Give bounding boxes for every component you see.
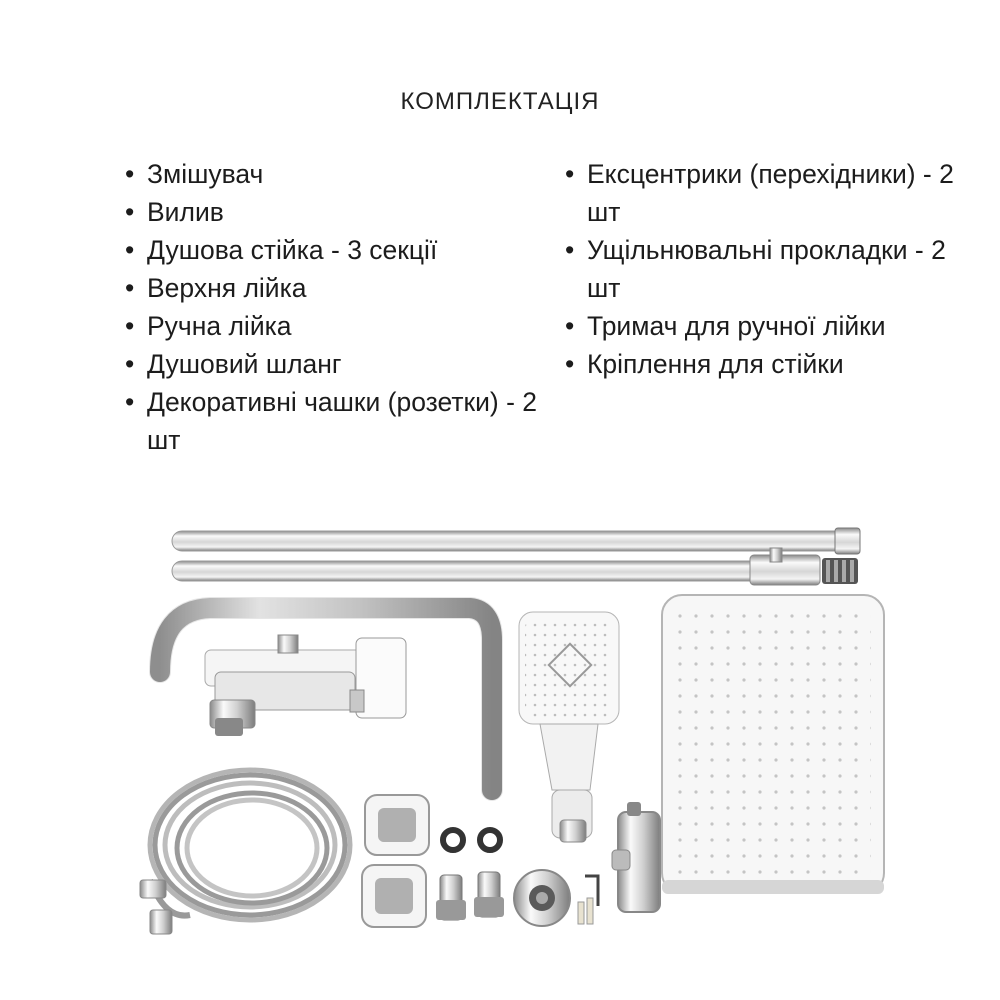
decorative-cup xyxy=(362,865,426,927)
rain-shower-head xyxy=(662,595,884,894)
decorative-cup xyxy=(365,795,429,855)
hand-shower-holder xyxy=(612,802,660,912)
list-item: • Ущільнювальні прокладки - 2 шт xyxy=(565,231,985,307)
list-item: • Ручна лійка xyxy=(125,307,545,345)
gasket xyxy=(443,830,463,850)
components-list-right xyxy=(565,155,985,383)
mounting-screws xyxy=(578,876,598,924)
list-item: • Вилив xyxy=(125,193,545,231)
list-item: • Душовий шланг xyxy=(125,345,545,383)
list-item: • Декоративні чашки (розетки) - 2 шт xyxy=(125,383,545,459)
list-item: • Верхня лійка xyxy=(125,269,545,307)
shower-rod-top xyxy=(172,528,860,554)
product-photo xyxy=(0,500,1000,1000)
eccentric xyxy=(436,875,466,920)
shower-hose xyxy=(150,770,350,920)
list-item: • Тримач для ручної лійки xyxy=(565,307,985,345)
list-item: • Змішувач xyxy=(125,155,545,193)
hose-connector xyxy=(140,880,166,898)
list-item: • Кріплення для стійки xyxy=(565,345,985,383)
list-item: • Ексцентрики (перехідники) - 2 шт xyxy=(565,155,985,231)
eccentric xyxy=(474,872,504,917)
components-list-left xyxy=(125,155,545,459)
mixer xyxy=(205,635,406,736)
gasket xyxy=(480,830,500,850)
hand-shower xyxy=(519,612,619,842)
rod-wall-mount xyxy=(514,870,570,926)
page-title: КОМПЛЕКТАЦІЯ xyxy=(400,88,600,115)
list-item: • Душова стійка - 3 секції xyxy=(125,231,545,269)
shower-rod-middle xyxy=(172,548,858,585)
